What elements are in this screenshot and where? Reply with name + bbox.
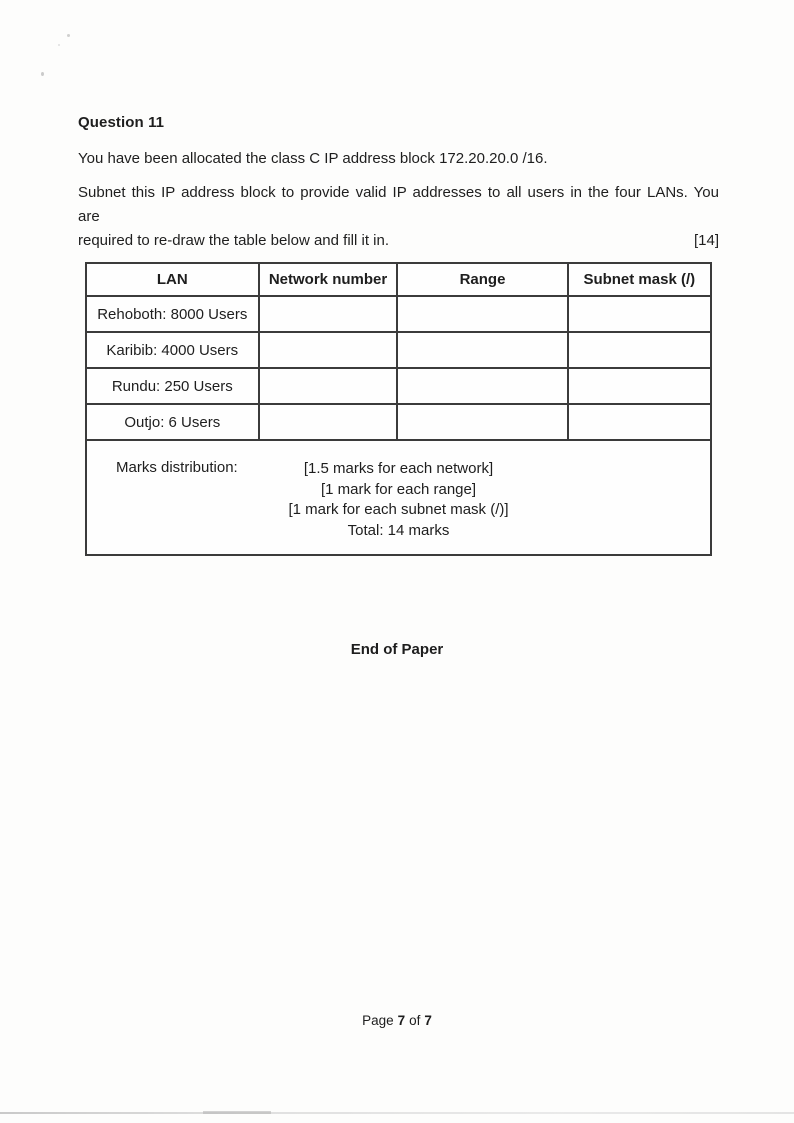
lan-label: Outjo: 6 Users xyxy=(87,405,260,439)
marks-line-subnet-mask: [1 mark for each subnet mask (/)] xyxy=(288,501,509,518)
subnet-mask-cell-empty xyxy=(569,405,710,439)
network-number-cell-empty xyxy=(260,333,399,367)
column-header-range: Range xyxy=(398,264,568,295)
marks-distribution-section xyxy=(87,441,710,554)
marks-distribution-lines xyxy=(87,441,710,541)
page-number-footer xyxy=(0,1013,794,1028)
column-header-subnet-mask: Subnet mask (/) xyxy=(583,271,696,288)
lan-label: Rundu: 250 Users xyxy=(87,369,260,403)
marks-line-network: [1.5 marks for each network] xyxy=(303,460,494,477)
page-of-word: of xyxy=(409,1013,421,1028)
lan-label: Rehoboth: 8000 Users xyxy=(87,297,260,331)
column-header-lan: LAN xyxy=(87,264,260,295)
page-total-number: 7 xyxy=(424,1013,432,1028)
table-row-outjo xyxy=(87,405,710,441)
question-title: Question 11 xyxy=(78,114,165,131)
column-header-network-number: Network number xyxy=(260,264,399,295)
marks-distribution-label: Marks distribution: xyxy=(116,459,238,476)
range-cell-empty xyxy=(398,297,568,331)
instruction-line-2: required to re-draw the table below and fill it in. xyxy=(78,232,390,249)
table-header-row xyxy=(87,264,710,297)
instruction-line-1: Subnet this IP address block to provide valid IP addresses to all users in the four LANs. You are xyxy=(78,184,719,225)
scan-speck xyxy=(58,44,60,46)
page-current-number: 7 xyxy=(397,1013,406,1028)
end-of-paper-label: End of Paper xyxy=(350,641,444,658)
subnetting-table xyxy=(85,262,712,556)
range-cell-empty xyxy=(398,333,568,367)
subnet-mask-cell-empty xyxy=(569,333,710,367)
table-row-rehoboth xyxy=(87,297,710,333)
lan-label: Karibib: 4000 Users xyxy=(87,333,260,367)
scan-edge-artifact-dark xyxy=(203,1111,271,1114)
scan-speck xyxy=(67,34,70,37)
network-number-cell-empty xyxy=(260,297,399,331)
marks-badge: [14] xyxy=(693,232,719,249)
range-cell-empty xyxy=(398,405,568,439)
scan-speck xyxy=(41,72,44,76)
marks-line-range: [1 mark for each range] xyxy=(320,480,477,498)
subnet-mask-cell-empty xyxy=(569,297,710,331)
network-number-cell-empty xyxy=(260,369,399,403)
subnet-mask-cell-empty xyxy=(569,369,710,403)
page-word: Page xyxy=(362,1013,394,1028)
scan-edge-artifact xyxy=(0,1112,794,1114)
range-cell-empty xyxy=(398,369,568,403)
marks-line-total: Total: 14 marks xyxy=(347,521,450,539)
question-instruction xyxy=(78,181,719,253)
table-row-rundu xyxy=(87,369,710,405)
network-number-cell-empty xyxy=(260,405,399,439)
table-row-karibib xyxy=(87,333,710,369)
question-intro-text: You have been allocated the class C IP address block 172.20.20.0 /16. xyxy=(78,150,548,167)
